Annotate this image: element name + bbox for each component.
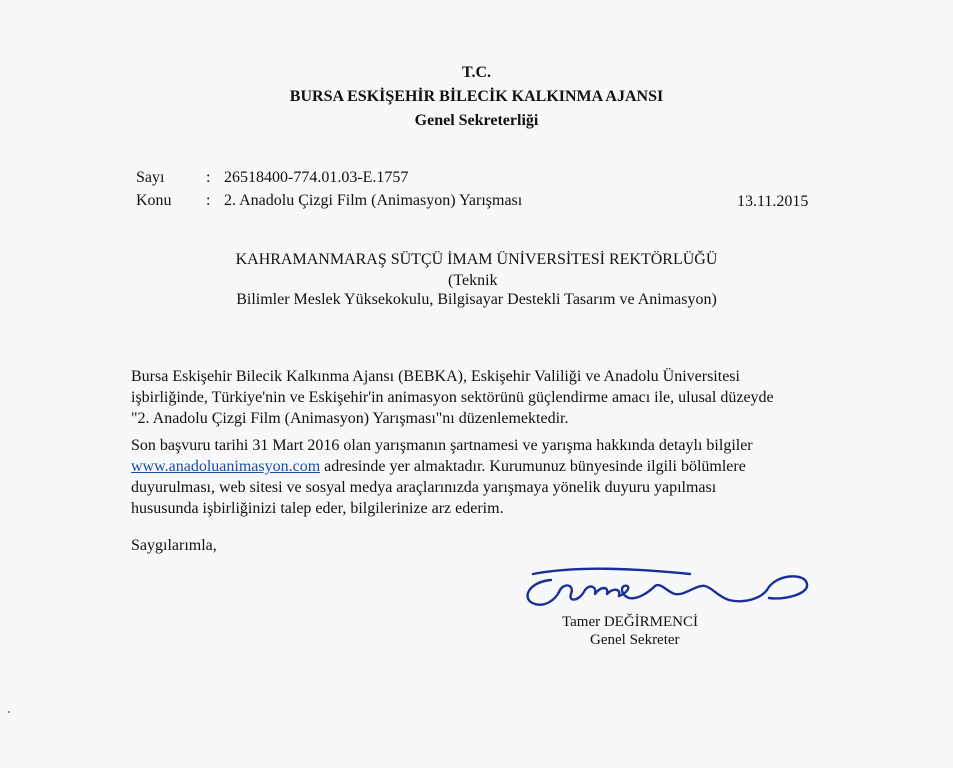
paragraph-2-line-2-rest: adresinde yer almaktadır. Kurumunuz bünyesinde ilgili bölümlere (320, 458, 746, 475)
paragraph-1 (131, 366, 831, 429)
recipient-line-3: Bilimler Meslek Yüksekokulu, Bilgisayar Destekli Tasarım ve Animasyon) (236, 291, 717, 308)
paragraph-2 (131, 435, 831, 519)
sayi-value: 26518400-774.01.03-E.1757 (224, 169, 409, 186)
paragraph-2-line-4: hususunda işbirliğinizi talep eder, bilgilerinize arz ederim. (131, 500, 504, 517)
paragraph-1-line-1: Bursa Eskişehir Bilecik Kalkınma Ajansı (BEBKA), Eskişehir Valiliği ve Anadolu Üniversitesi (131, 368, 740, 385)
letter-date: 13.11.2015 (737, 193, 809, 210)
paragraph-2-line-2 (131, 456, 831, 477)
paragraph-2-line-3: duyurulması, web sitesi ve sosyal medya araçlarınızda yarışmaya yönelik duyuru yapılması (131, 479, 717, 496)
konu-separator: : (206, 192, 211, 209)
konu-label: Konu (136, 192, 172, 209)
signature-stroke-a (559, 585, 585, 599)
paragraph-1-line-2: işbirliğinde, Türkiye'nin ve Eskişehir'in animasyon sektörünü güçlendirme amacı ile, ulusal düzeyde (131, 389, 774, 406)
signature-stroke-e (619, 586, 655, 599)
agency-name: BURSA ESKİŞEHİR BİLECİK KALKINMA AJANSI (289, 88, 664, 105)
signatory-title: Genel Sekreter (590, 632, 680, 648)
signatory-name: Tamer DEĞİRMENCİ (562, 614, 699, 630)
sayi-label: Sayı (136, 169, 165, 186)
scan-speck (8, 711, 10, 713)
header-tc: T.C. (461, 64, 492, 81)
paragraph-1-line-3: "2. Anadolu Çizgi Film (Animasyon) Yarışması"nı düzenlemektedir. (131, 410, 569, 427)
konu-value: 2. Anadolu Çizgi Film (Animasyon) Yarışması (224, 192, 523, 209)
recipient-line-1: KAHRAMANMARAŞ SÜTÇÜ İMAM ÜNİVERSİTESİ REKTÖRLÜĞÜ (235, 251, 718, 268)
signature-stroke-flourish (767, 576, 807, 598)
signature-stroke-r (655, 585, 767, 601)
department-name: Genel Sekreterliği (414, 112, 539, 129)
website-link[interactable]: www.anadoluanimasyon.com (131, 458, 321, 475)
signature-stroke-t (533, 569, 690, 574)
recipient-line-2: (Teknik (448, 272, 498, 289)
signature-stroke-c (528, 580, 559, 605)
closing-text: Saygılarımla, (131, 537, 217, 554)
paragraph-2-line-1: Son başvuru tarihi 31 Mart 2016 olan yarışmanın şartnamesi ve yarışma hakkında detaylı bilgiler (131, 437, 753, 454)
sayi-separator: : (206, 169, 211, 186)
signature-stroke-m (585, 587, 619, 596)
